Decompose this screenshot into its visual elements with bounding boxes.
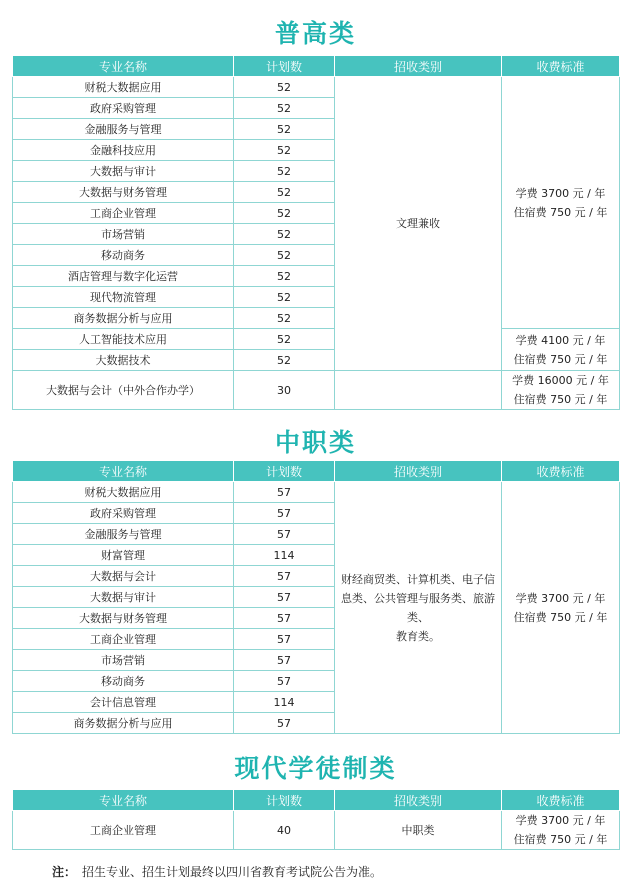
plan-count: 57 [234,629,335,650]
table-row [13,482,620,503]
footnote-label: 注： [52,865,77,879]
major-name: 政府采购管理 [13,503,234,524]
section-title-apprenticeship: 现代学徒制类 [234,754,397,783]
category-cell: 中职类 [335,811,502,850]
major-name: 工商企业管理 [13,629,234,650]
major-name: 人工智能技术应用 [13,329,234,350]
major-name: 财富管理 [13,545,234,566]
major-name: 财税大数据应用 [13,77,234,98]
major-name: 商务数据分析与应用 [13,308,234,329]
header-fee: 收费标准 [502,790,620,811]
plan-count: 30 [234,371,335,410]
table-header-row [13,56,620,77]
header-category: 招收类别 [335,56,502,77]
plan-count: 52 [234,98,335,119]
table-row [13,77,620,98]
major-name: 移动商务 [13,245,234,266]
category-line: 息类、公共管理与服务类、旅游类、 [341,591,495,624]
plan-count: 57 [234,503,335,524]
header-fee: 收费标准 [502,56,620,77]
plan-count: 52 [234,182,335,203]
plan-count: 57 [234,482,335,503]
plan-count: 57 [234,566,335,587]
plan-count: 52 [234,224,335,245]
plan-count: 52 [234,203,335,224]
plan-count: 52 [234,308,335,329]
general-high-school-table [12,55,620,410]
plan-count: 52 [234,119,335,140]
tuition-fee: 学费 16000 元 / 年 [512,374,609,387]
fee-cell [502,329,620,371]
plan-count: 114 [234,692,335,713]
apprenticeship-table [12,789,620,850]
plan-count: 52 [234,245,335,266]
fee-cell [502,482,620,734]
header-category: 招收类别 [335,790,502,811]
tuition-fee: 学费 3700 元 / 年 [515,186,606,200]
section-title-vocational: 中职类 [274,428,356,457]
major-name: 金融服务与管理 [13,119,234,140]
footnote-text: 招生专业、招生计划最终以四川省教育考试院公告为准。 [82,865,383,879]
table-header-row [13,461,620,482]
category-cell-empty [335,371,502,410]
category-cell [335,482,502,734]
dorm-fee: 住宿费 750 元 / 年 [513,610,608,624]
fee-cell [502,371,620,410]
major-name: 财税大数据应用 [13,482,234,503]
major-name: 金融科技应用 [13,140,234,161]
dorm-fee: 住宿费 750 元 / 年 [513,833,608,846]
major-name: 会计信息管理 [13,692,234,713]
major-name: 大数据技术 [13,350,234,371]
major-name: 政府采购管理 [13,98,234,119]
major-name: 金融服务与管理 [13,524,234,545]
plan-count: 57 [234,524,335,545]
major-name: 大数据与审计 [13,587,234,608]
category-cell: 文理兼收 [335,77,502,371]
dorm-fee: 住宿费 750 元 / 年 [513,393,608,406]
table-header-row [13,790,620,811]
table-row [13,811,620,850]
major-name: 大数据与财务管理 [13,182,234,203]
dorm-fee: 住宿费 750 元 / 年 [513,352,608,366]
header-major: 专业名称 [13,461,234,482]
plan-count: 52 [234,140,335,161]
section-title-general-high-school: 普高类 [274,19,356,48]
plan-count: 57 [234,713,335,734]
header-major: 专业名称 [13,56,234,77]
major-name: 市场营销 [13,224,234,245]
major-name: 移动商务 [13,671,234,692]
major-name: 大数据与会计（中外合作办学） [13,371,234,410]
footnote [52,863,382,880]
fee-cell [502,77,620,329]
major-name: 工商企业管理 [13,811,234,850]
header-major: 专业名称 [13,790,234,811]
major-name: 大数据与财务管理 [13,608,234,629]
plan-count: 114 [234,545,335,566]
category-line: 财经商贸类、计算机类、电子信 [341,572,495,586]
tuition-fee: 学费 3700 元 / 年 [515,591,606,605]
header-plan-count: 计划数 [234,461,335,482]
plan-count: 52 [234,350,335,371]
plan-count: 52 [234,77,335,98]
dorm-fee: 住宿费 750 元 / 年 [513,205,608,219]
plan-count: 52 [234,161,335,182]
major-name: 市场营销 [13,650,234,671]
major-name: 酒店管理与数字化运营 [13,266,234,287]
tuition-fee: 学费 3700 元 / 年 [515,814,606,827]
header-category: 招收类别 [335,461,502,482]
plan-count: 57 [234,671,335,692]
fee-cell [502,811,620,850]
header-plan-count: 计划数 [234,56,335,77]
major-name: 工商企业管理 [13,203,234,224]
category-line: 教育类。 [396,629,440,643]
tuition-fee: 学费 4100 元 / 年 [515,333,606,347]
plan-count: 57 [234,650,335,671]
major-name: 大数据与会计 [13,566,234,587]
vocational-table [12,460,620,734]
header-plan-count: 计划数 [234,790,335,811]
plan-count: 40 [234,811,335,850]
plan-count: 57 [234,587,335,608]
header-fee: 收费标准 [502,461,620,482]
plan-count: 57 [234,608,335,629]
major-name: 大数据与审计 [13,161,234,182]
table-row [13,329,620,350]
major-name: 商务数据分析与应用 [13,713,234,734]
table-row [13,371,620,410]
plan-count: 52 [234,266,335,287]
major-name: 现代物流管理 [13,287,234,308]
plan-count: 52 [234,287,335,308]
plan-count: 52 [234,329,335,350]
